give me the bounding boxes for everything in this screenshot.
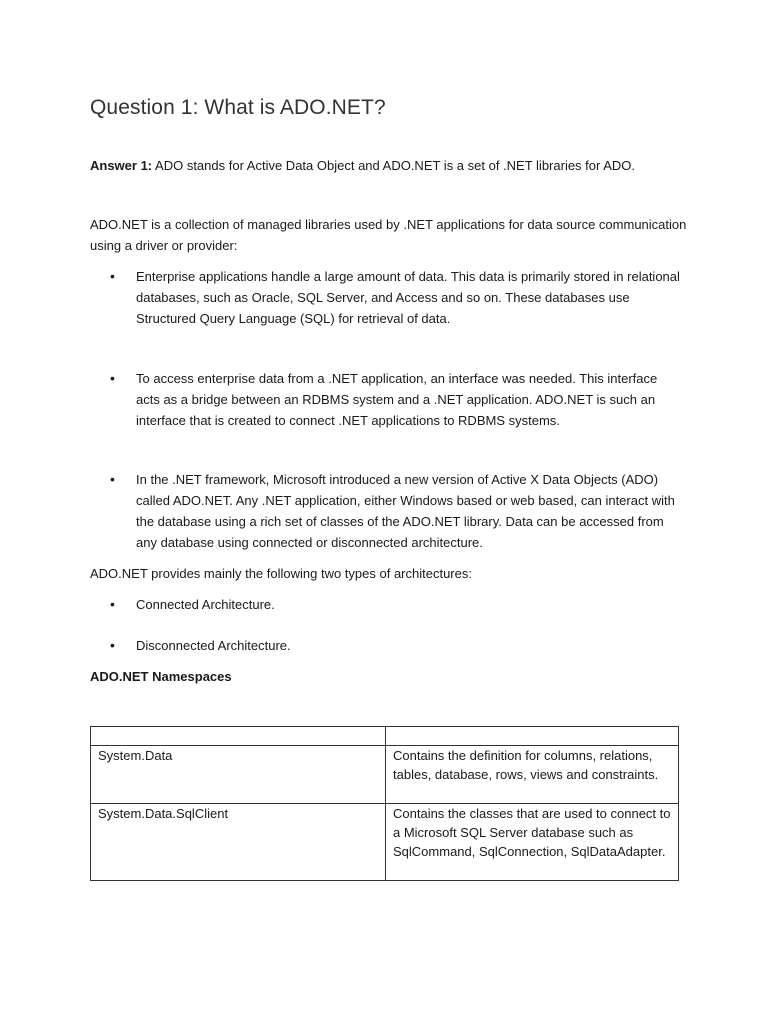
- bullet-icon: •: [110, 268, 115, 284]
- table-header-cell: [386, 727, 679, 746]
- architectures-intro: ADO.NET provides mainly the following two types of architectures:: [90, 566, 472, 581]
- table-row: [91, 746, 679, 804]
- bullet-icon: •: [110, 637, 115, 653]
- description-cell: Contains the classes that are used to connect to a Microsoft SQL Server database such as SqlCommand, SqlConnection, SqlDataAdapter.: [386, 804, 679, 881]
- bullet-icon: •: [110, 471, 115, 487]
- bullet-icon: •: [110, 370, 115, 386]
- bullet-text: In the .NET framework, Microsoft introduced a new version of Active X Data Objects (ADO) called ADO.NET. Any .NET application, either Windows based or web based, can interact with the database using a rich set of classes of the ADO.NET library. Data can be accessed from any database using connected or disconnected architecture.: [136, 472, 675, 550]
- table-row: [91, 804, 679, 881]
- bullet-text: Enterprise applications handle a large amount of data. This data is primarily stored in relational databases, such as Oracle, SQL Server, and Access and so on. These databases use Structured Query Language (SQL) for retrieval of data.: [136, 269, 680, 326]
- bullet-text: To access enterprise data from a .NET application, an interface was needed. This interface acts as a bridge between an RDBMS system and a .NET application. ADO.NET is such an interface that is created to connect .NET applications to RDBMS systems.: [136, 371, 658, 428]
- namespace-cell: System.Data: [91, 746, 386, 804]
- intro-paragraph: ADO.NET is a collection of managed libraries used by .NET applications for data source communication using a driver or provider:: [90, 217, 687, 253]
- architecture-text: Connected Architecture.: [136, 597, 275, 612]
- bullet-icon: •: [110, 596, 115, 612]
- namespace-cell: System.Data.SqlClient: [91, 804, 386, 881]
- architecture-text: Disconnected Architecture.: [136, 638, 291, 653]
- answer-text: ADO stands for Active Data Object and ADO.NET is a set of .NET libraries for ADO.: [152, 158, 636, 173]
- table-header-row: [91, 727, 679, 746]
- namespaces-title: ADO.NET Namespaces: [90, 669, 232, 684]
- table-header-cell: [91, 727, 386, 746]
- namespaces-table: [90, 726, 679, 881]
- answer-paragraph: [90, 155, 690, 176]
- answer-label: Answer 1:: [90, 158, 153, 173]
- description-cell: Contains the definition for columns, relations, tables, database, rows, views and constraints.: [386, 746, 679, 804]
- page-title: Question 1: What is ADO.NET?: [90, 96, 386, 119]
